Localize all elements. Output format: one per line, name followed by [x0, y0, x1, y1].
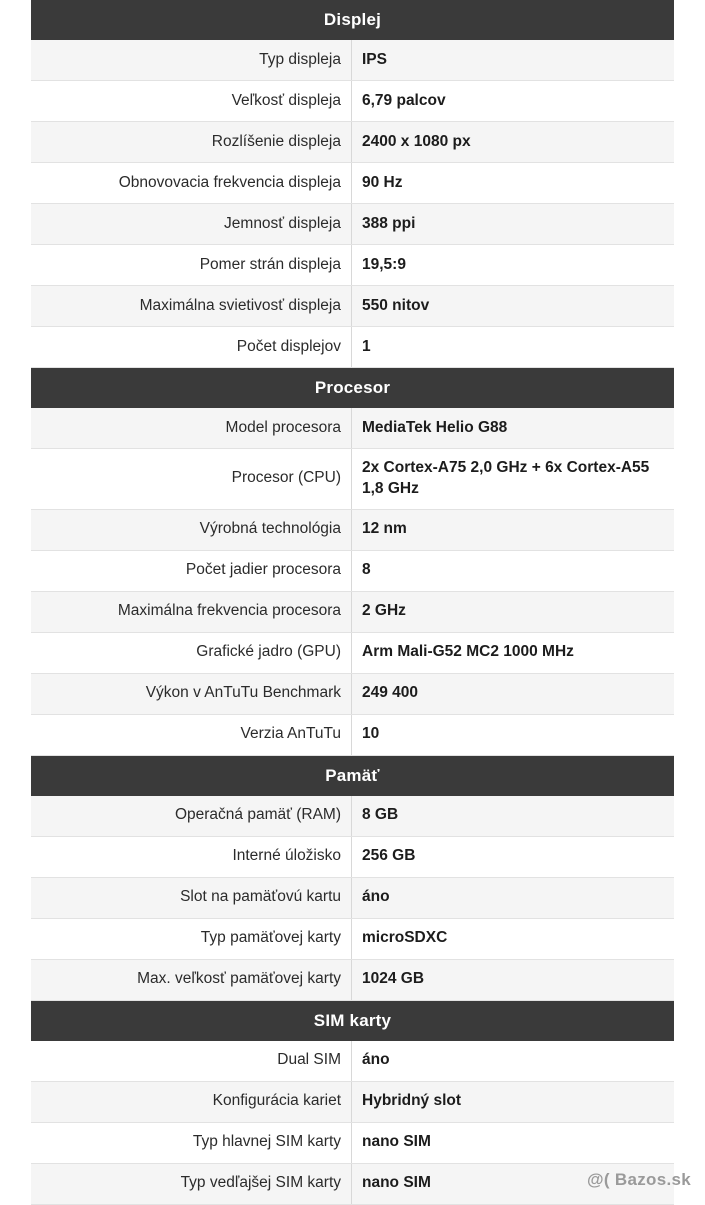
- spec-row: [31, 449, 674, 510]
- spec-label: Pomer strán displeja: [199, 255, 341, 273]
- spec-label: Počet jadier procesora: [185, 561, 341, 579]
- spec-value: 2400 x 1080 px: [362, 132, 471, 150]
- spec-label: Výrobná technológia: [199, 520, 341, 538]
- spec-value: áno: [362, 888, 390, 906]
- spec-row: [31, 204, 674, 245]
- spec-row: [31, 878, 674, 919]
- section-header: SIM karty: [31, 1001, 674, 1041]
- spec-label: Maximálna frekvencia procesora: [117, 602, 341, 620]
- spec-label: Verzia AnTuTu: [240, 725, 341, 743]
- spec-value: áno: [362, 1051, 390, 1069]
- spec-row: [31, 1082, 674, 1123]
- spec-value: 10: [362, 725, 380, 743]
- spec-value: 1: [362, 337, 371, 355]
- spec-row: [31, 40, 674, 81]
- spec-value: Arm Mali-G52 MC2 1000 MHz: [362, 643, 574, 661]
- spec-row: [31, 1164, 674, 1205]
- spec-row: [31, 81, 674, 122]
- spec-row: [31, 674, 674, 715]
- spec-row: [31, 837, 674, 878]
- spec-row: [31, 1123, 674, 1164]
- spec-row: [31, 408, 674, 449]
- spec-label: Jemnosť displeja: [224, 214, 341, 232]
- spec-label: Dual SIM: [277, 1051, 341, 1069]
- spec-row: [31, 796, 674, 837]
- spec-value: 1024 GB: [362, 970, 425, 988]
- spec-label: Konfigurácia kariet: [212, 1092, 341, 1110]
- spec-label: Výkon v AnTuTu Benchmark: [145, 684, 341, 702]
- spec-value: 2x Cortex-A75 2,0 GHz + 6x Cortex-A55 1,8 GHz: [362, 459, 650, 497]
- watermark: [587, 1170, 691, 1190]
- spec-label: Typ hlavnej SIM karty: [192, 1133, 341, 1151]
- spec-value: 12 nm: [362, 520, 407, 538]
- spec-value: 8: [362, 561, 371, 579]
- spec-label: Slot na pamäťovú kartu: [180, 888, 341, 906]
- section-header: Pamäť: [31, 756, 674, 796]
- spec-value: 388 ppi: [362, 214, 416, 232]
- watermark-text: @( Bazos.sk: [587, 1170, 691, 1189]
- spec-row: [31, 122, 674, 163]
- spec-label: Interné úložisko: [232, 847, 341, 865]
- spec-label: Veľkosť displeja: [231, 91, 341, 109]
- spec-value: IPS: [362, 50, 387, 68]
- spec-value: 249 400: [362, 684, 419, 702]
- spec-label: Procesor (CPU): [231, 469, 341, 487]
- section-header: Displej: [31, 0, 674, 40]
- spec-row: [31, 1041, 674, 1082]
- spec-row: [31, 510, 674, 551]
- spec-label: Operačná pamäť (RAM): [174, 806, 341, 824]
- spec-label: Max. veľkosť pamäťovej karty: [137, 970, 341, 988]
- spec-row: [31, 960, 674, 1001]
- spec-label: Model procesora: [225, 418, 341, 436]
- spec-row: [31, 592, 674, 633]
- spec-label: Typ displeja: [259, 50, 341, 68]
- spec-value: Hybridný slot: [362, 1092, 462, 1110]
- spec-value: 2 GHz: [362, 602, 406, 620]
- spec-label: Grafické jadro (GPU): [196, 643, 341, 661]
- spec-row: [31, 715, 674, 756]
- spec-row: [31, 245, 674, 286]
- spec-row: [31, 551, 674, 592]
- spec-label: Rozlíšenie displeja: [211, 132, 341, 150]
- spec-value: 90 Hz: [362, 173, 403, 191]
- spec-label: Počet displejov: [236, 337, 341, 355]
- spec-row: [31, 919, 674, 960]
- spec-value: nano SIM: [362, 1174, 431, 1192]
- spec-label: Typ vedľajšej SIM karty: [180, 1174, 341, 1192]
- spec-row: [31, 633, 674, 674]
- spec-value: 8 GB: [362, 806, 399, 824]
- spec-value: 256 GB: [362, 847, 416, 865]
- section-header: Procesor: [31, 368, 674, 408]
- spec-value: microSDXC: [362, 929, 448, 947]
- spec-row: [31, 286, 674, 327]
- spec-value: nano SIM: [362, 1133, 431, 1151]
- spec-value: 19,5:9: [362, 255, 406, 273]
- spec-row: [31, 163, 674, 204]
- spec-label: Maximálna svietivosť displeja: [139, 296, 341, 314]
- spec-value: 550 nitov: [362, 296, 430, 314]
- spec-label: Typ pamäťovej karty: [200, 929, 341, 947]
- spec-value: MediaTek Helio G88: [362, 418, 508, 436]
- spec-label: Obnovovacia frekvencia displeja: [118, 173, 341, 191]
- spec-value: 6,79 palcov: [362, 91, 446, 109]
- spec-row: [31, 327, 674, 368]
